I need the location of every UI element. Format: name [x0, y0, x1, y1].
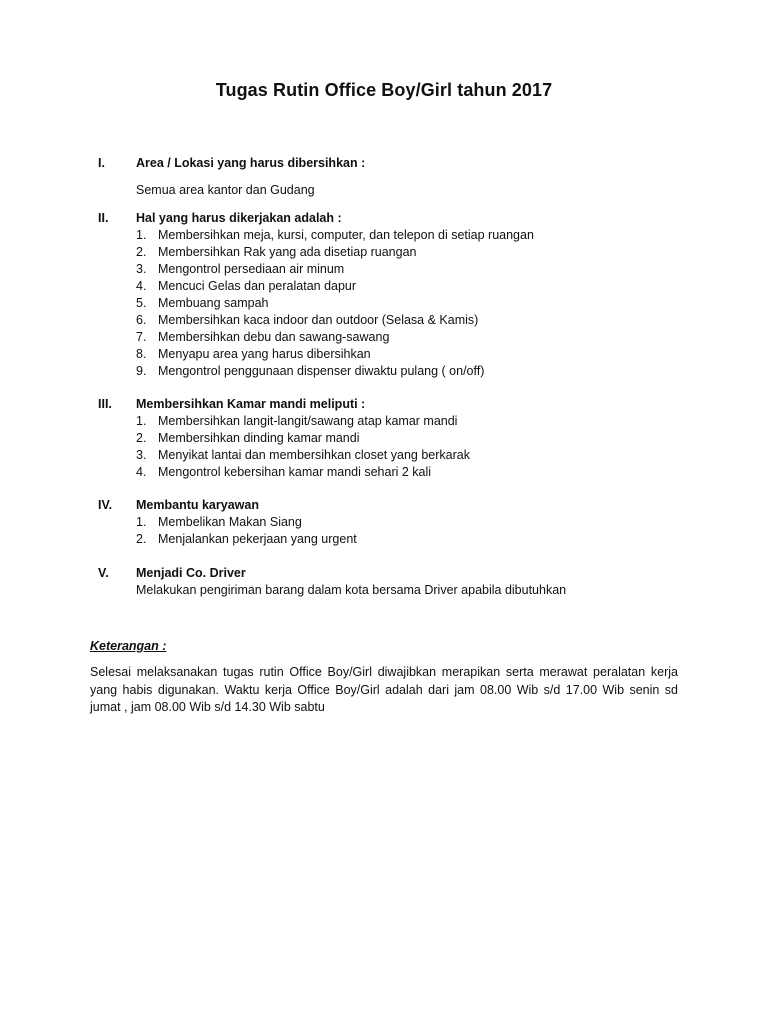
- section-heading: Hal yang harus dikerjakan adalah :: [136, 211, 342, 225]
- section-numeral: III.: [98, 397, 112, 411]
- section-heading: Area / Lokasi yang harus dibersihkan :: [136, 156, 366, 170]
- section-numeral: I.: [98, 156, 105, 170]
- section-heading: Membersihkan Kamar mandi meliputi :: [136, 397, 366, 411]
- section-numeral: V.: [98, 566, 109, 580]
- document-page: Tugas Rutin Office Boy/Girl tahun 2017 I. Area / Lokasi yang harus dibersihkan : Semua area kantor dan Gudang II. Hal yang harus dikerjakan adalah : 1. Membersihkan meja, kursi, computer, dan telepon di setiap ruangan 2. Membersihkan Rak yang ada disetiap ruangan 3. Mengontrol persediaan air minum 4. Mencuci Gelas dan peralatan dapur 5. Membuang sampah 6. Membersihkan kaca indoor dan outdoor (Selasa & Kamis) 7. Membersihkan debu dan sawang-sawang 8. Menyapu area yang harus dibersihkan 9. Mengontrol penggunaan dispenser diwaktu pulang ( on/off) III. Membersihkan Kamar mandi meliputi : 1. Membersihkan langit-langit/sawang atap kamar mandi 2. Membersihkan dinding kamar mandi 3. Menyikat lantai dan membersihkan closet yang berkarak 4. Mengontrol kebersihan kamar mandi sehari 2 kali IV. Membantu karyawan 1. Membelikan Makan Siang 2. Menjalankan pekerjaan yang urgent V. Menjadi Co. Driver Melakukan pengiriman barang dalam kota bersama Driver apabila dibutuhkan Keterangan : Selesai melaksanakan tugas rutin Office Boy/Girl diwajibkan merapikan serta merawat peralatan kerja yang habis digunakan. Waktu kerja Office Boy/Girl adalah dari jam 08.00 Wib s/d 17.00 Wib senin sd jumat , jam 08.00 Wib s/d 14.30 Wib sabtu: [0, 0, 768, 1024]
- note-label: Keterangan :: [90, 639, 167, 653]
- section-text: Melakukan pengiriman barang dalam kota bersama Driver apabila dibutuhkan: [136, 583, 567, 597]
- note-text: Selesai melaksanakan tugas rutin Office Boy/Girl diwajibkan merapikan serta merawat peralatan kerja yang habis digunakan. Waktu kerja Office Boy/Girl adalah dari jam 08.00 Wib s/d 17.00 Wib senin sd jumat , jam 08.00 Wib s/d 14.30 Wib sabtu: [90, 665, 678, 714]
- document-title: Tugas Rutin Office Boy/Girl tahun 2017: [215, 80, 553, 100]
- section-heading: Menjadi Co. Driver: [136, 566, 246, 580]
- section-heading: Membantu karyawan: [136, 498, 259, 512]
- section-numeral: IV.: [98, 498, 113, 512]
- section-numeral: II.: [98, 211, 109, 225]
- section-text: Semua area kantor dan Gudang: [136, 183, 315, 197]
